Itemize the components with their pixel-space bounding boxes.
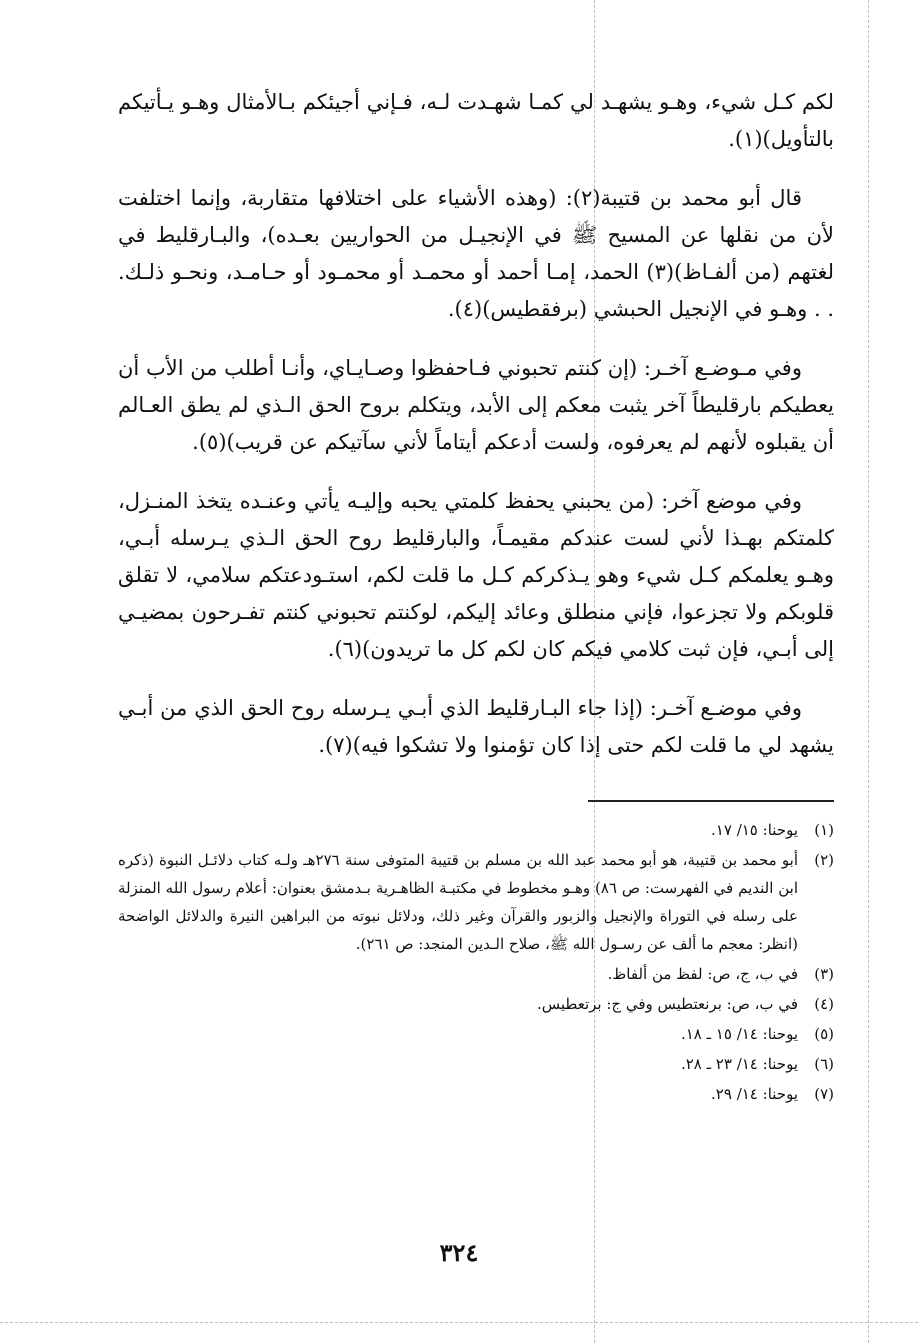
footnote-item (118, 1050, 834, 1078)
footnote-number: (٢) (814, 851, 834, 869)
footnote-text: يوحنا: ١٤/ ٢٩. (711, 1085, 798, 1103)
footnote-text: يوحنا: ١٥/ ١٧. (711, 821, 798, 839)
footnote-number: (١) (814, 821, 834, 839)
footnote-item (118, 1080, 834, 1108)
footnote-item (118, 960, 834, 988)
footnote-item (118, 846, 834, 958)
footnotes (118, 816, 834, 1108)
footnote-text: أبو محمد بن قتيبة، هو أبو محمد عبد الله بن مسلم بن قتيبة المتوفى سنة ٢٧٦هـ ولـه كتاب دلائـل النبوة (ذكره ابن النديم في الفهرست: ص ٨٦) وهـو مخطوط في مكتبـة الظاهـرية بـدمشق بعنوان: أعلام رسول الله المنزلة على رسله في التوراة والإنجيل والزبور والقرآن وغير ذلك، ودلائل نبوته من البراهين النيرة والدلائل الواضحة (انظر: معجم ما ألف عن رسـول الله ﷺ، صلاح الـدين المنجد: ص ٢٦١). (118, 851, 799, 953)
body-paragraph: لكم كـل شيء، وهـو يشهـد لي كمـا شهـدت لـه، فـإني أجيئكم بـالأمثال وهـو يـأتيكم بالتأويل)(١). (118, 90, 834, 151)
footnote-item (118, 816, 834, 844)
footnote-number: (٧) (814, 1085, 834, 1103)
guide-line-horizontal (0, 1322, 918, 1323)
footnote-text: يوحنا: ١٤/ ٢٣ ـ ٢٨. (680, 1055, 798, 1073)
footnote-text: في ب، ج، ص: لفظ من ألفاظ. (607, 965, 798, 983)
body-paragraph: وفي مـوضـع آخـر: (إن كنتم تحبوني فـاحفظوا وصـايـاي، وأنـا أطلب من الأب أن يعطيكم بارقليطاً آخر يثبت معكم إلى الأبد، ويتكلم بروح الحق الـذي لم يطق العـالم أن يقبلوه لأنهم لم يعرفوه، ولست أدعكم أيتاماً لأني سآتيكم عن قريب)(٥). (118, 356, 834, 454)
page-number: ٣٢٤ (439, 1238, 479, 1267)
footnote-number: (٤) (814, 995, 834, 1013)
footnote-item (118, 1020, 834, 1048)
footnote-separator (588, 800, 834, 802)
footnote-item (118, 990, 834, 1018)
body-paragraph: وفي موضـع آخـر: (إذا جاء البـارقليط الذي أبـي يـرسله روح الحق الذي من أبـي يشهد لي ما قلت لكم حتى إذا كان تؤمنوا ولا تشكوا فيه)(٧). (118, 696, 834, 757)
footnote-number: (٣) (814, 965, 834, 983)
footnote-text: يوحنا: ١٤/ ١٥ ـ ١٨. (680, 1025, 798, 1043)
footnote-number: (٦) (814, 1055, 834, 1073)
body-paragraph: قال أبو محمد بن قتيبة(٢): (وهذه الأشياء على اختلافها متقاربة، وإنما اختلفت لأن من نقلها عن المسيح ﷺ في الإنجيـل من الحواريين بعـده)، والبـارقليط في لغتهم (من ألفـاظ)(٣) الحمد، إمـا أحمد أو محمـد أو محمـود أو حـامـد، ونحـو ذلـك. . . وهـو في الإنجيل الحبشي (برفقطيس)(٤). (118, 186, 834, 321)
body-paragraph: وفي موضع آخر: (من يحبني يحفظ كلمتي يحبه وإليـه يأتي وعنـده يتخذ المنـزل، كلمتكم بهـذا لأني لست عندكم مقيمـاً، والبارقليط روح الحق الـذي يـرسله أبـي، وهـو يعلمكم كـل شيء وهو يـذكركم كـل ما قلت لكم، استـودعتكم سلامي، لا تقلق قلوبكم ولا تجزعوا، فإني منطلق وعائد إليكم، لوكنتم تحبوني كنتم تفـرحون بمضيـي إلى أبـي، فإن ثبت كلامي فيكم كان لكم كل ما تريدون)(٦). (118, 489, 834, 661)
guide-line-vertical (868, 0, 869, 1343)
page-content (118, 84, 834, 1110)
footnote-number: (٥) (814, 1025, 834, 1043)
footnote-text: في ب، ص: برنعتطيس وفي ج: برتعطيس. (536, 995, 798, 1013)
